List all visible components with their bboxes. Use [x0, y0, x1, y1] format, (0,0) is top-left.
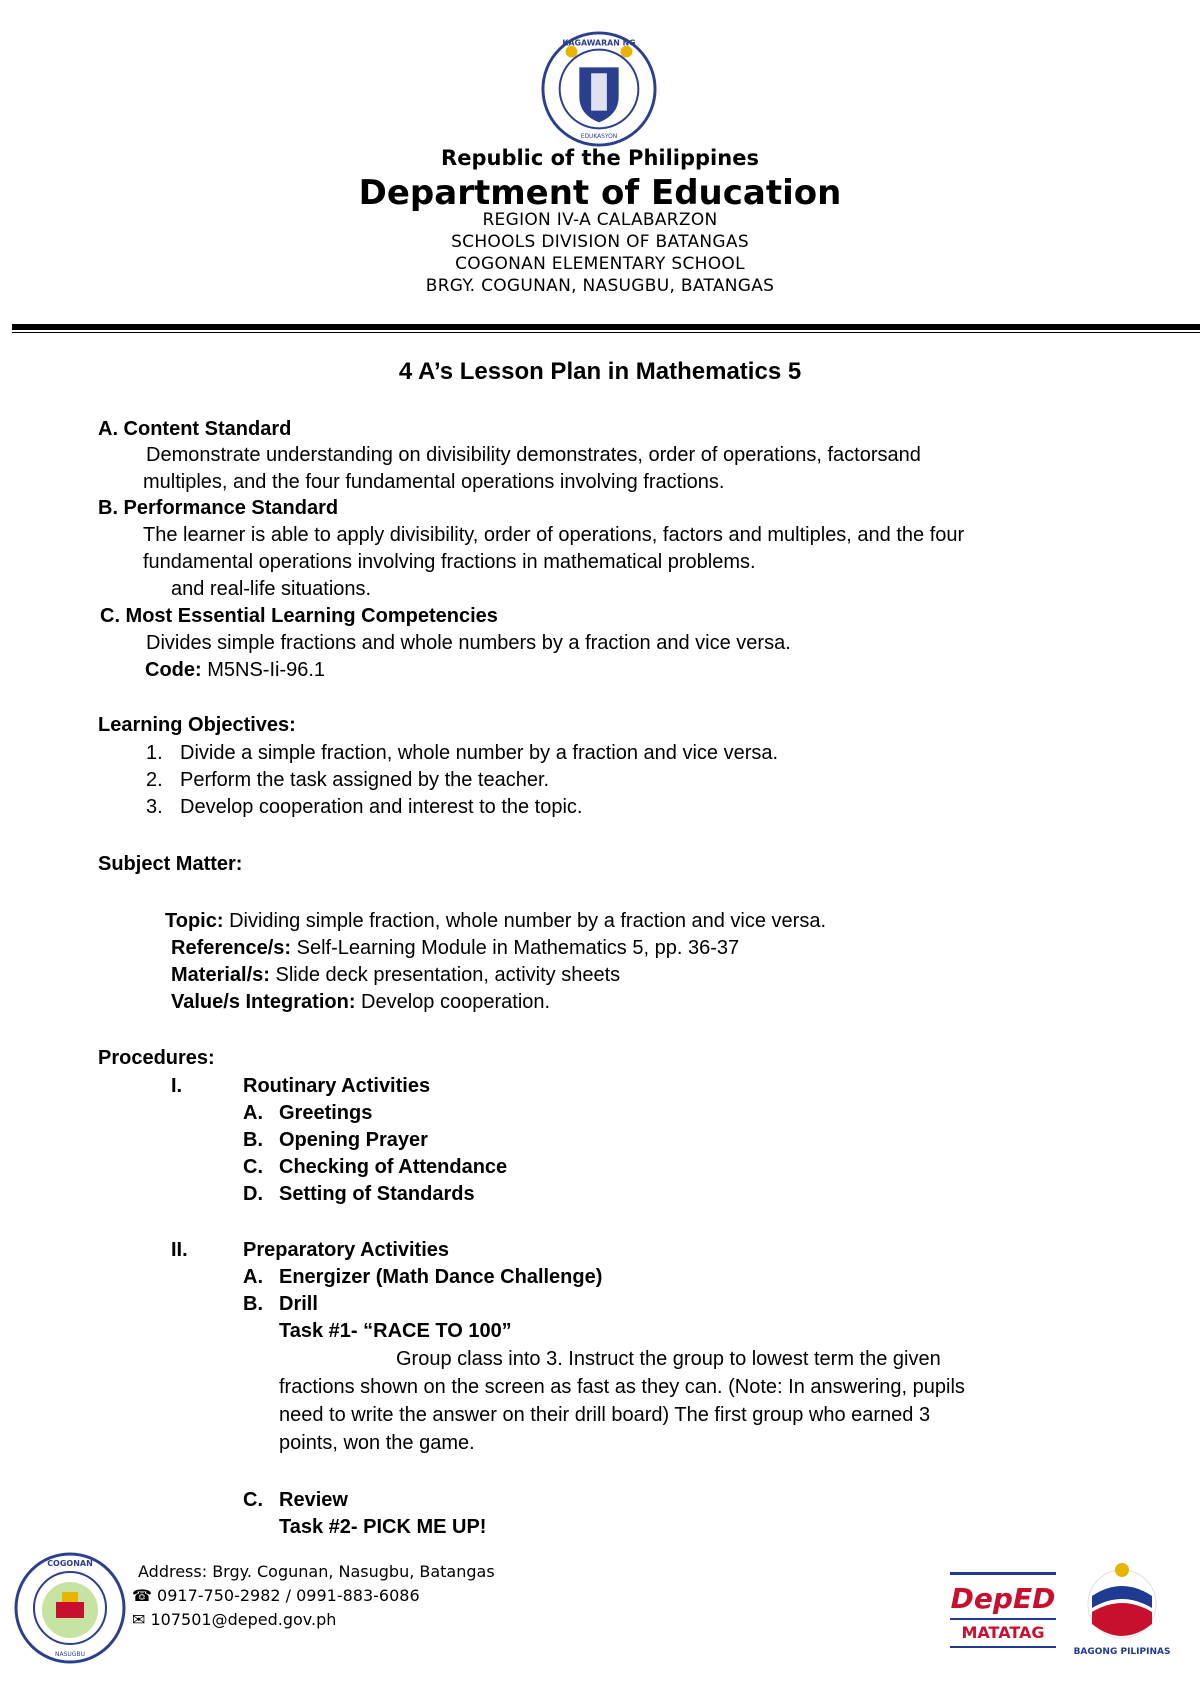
mail-icon: ✉ [132, 1610, 146, 1629]
item-text: Greetings [279, 1102, 373, 1124]
bagong-pilipinas-logo [1072, 1556, 1172, 1660]
task1-line1: Group class into 3. Instruct the group to lowest term the given [396, 1348, 941, 1370]
item-letter: A. [243, 1102, 263, 1124]
svg-text:DepED: DepED [950, 1582, 1056, 1615]
content-standard-line2: multiples, and the four fundamental operations involving fractions. [143, 471, 725, 493]
objective-item [146, 742, 778, 765]
routinary-title: Routinary Activities [243, 1075, 431, 1097]
objectives-heading: Learning Objectives: [98, 714, 296, 736]
svg-text:COGONAN: COGONAN [47, 1559, 93, 1568]
lesson-plan-title: 4 A’s Lesson Plan in Mathematics 5 [398, 358, 802, 385]
preparatory-heading [171, 1239, 449, 1262]
footer-email [132, 1610, 336, 1629]
content-standard-line1: Demonstrate understanding on divisibility demonstrates, order of operations, factorsand [146, 444, 921, 466]
address-line: BRGY. COGUNAN, NASUGBU, BATANGAS [425, 276, 775, 296]
objective-item [146, 769, 549, 792]
task1-line3: need to write the answer on their drill board) The first group who earned 3 [279, 1404, 931, 1426]
item-text: Energizer (Math Dance Challenge) [279, 1266, 603, 1288]
phone-icon: ☎ [132, 1586, 152, 1605]
footer-address: Address: Brgy. Cogunan, Nasugbu, Batangas [138, 1562, 495, 1581]
reference-value: Self-Learning Module in Mathematics 5, pp. 36-37 [296, 937, 740, 959]
code-label: Code: [145, 659, 202, 681]
content-standard-heading: A. Content Standard [98, 418, 292, 440]
routinary-item [243, 1183, 475, 1206]
task1-line4: points, won the game. [279, 1432, 475, 1454]
item-letter: C. [243, 1489, 263, 1511]
roman-numeral: I. [171, 1075, 183, 1097]
svg-text:KAGAWARAN NG: KAGAWARAN NG [562, 38, 636, 48]
routinary-item [243, 1129, 428, 1152]
item-text: Opening Prayer [279, 1129, 428, 1151]
routinary-item [243, 1102, 372, 1125]
school-line: COGONAN ELEMENTARY SCHOOL [455, 254, 745, 274]
republic-heading: Republic of the Philippines [441, 146, 759, 170]
svg-text:BAGONG PILIPINAS: BAGONG PILIPINAS [1073, 1647, 1171, 1657]
topic-label: Topic: [165, 910, 224, 932]
task2-heading: Task #2- PICK ME UP! [279, 1516, 487, 1538]
svg-text:EDUKASYON: EDUKASYON [580, 134, 618, 141]
item-text: Setting of Standards [279, 1183, 475, 1205]
svg-text:NASUGBU: NASUGBU [55, 1651, 85, 1658]
values-value: Develop cooperation. [361, 991, 551, 1013]
item-text: Drill [279, 1293, 318, 1315]
values-line [171, 991, 550, 1014]
school-logo [14, 1552, 126, 1664]
item-letter: B. [243, 1293, 263, 1315]
item-letter: B. [243, 1129, 263, 1151]
division-line: SCHOOLS DIVISION OF BATANGAS [451, 232, 749, 252]
footer-phone [132, 1586, 420, 1605]
objective-item [146, 796, 582, 819]
region-line: REGION IV-A CALABARZON [482, 210, 718, 230]
task1-heading: Task #1- “RACE TO 100” [279, 1320, 512, 1342]
materials-value: Slide deck presentation, activity sheets [275, 964, 621, 986]
code-value: M5NS-Ii-96.1 [207, 659, 326, 681]
drill-item [243, 1293, 318, 1316]
department-heading: Department of Education [358, 173, 842, 213]
deped-seal-logo [540, 30, 658, 148]
phone-numbers: 0917-750-2982 / 0991-883-6086 [157, 1586, 420, 1605]
reference-line [171, 937, 739, 960]
deped-matatag-logo [950, 1572, 1056, 1656]
reference-label: Reference/s: [171, 937, 292, 959]
objective-number: 3. [146, 796, 163, 818]
objective-text: Perform the task assigned by the teacher. [180, 769, 550, 791]
performance-standard-line3: and real-life situations. [171, 578, 372, 600]
item-letter: A. [243, 1266, 263, 1288]
header-divider-thin [12, 332, 1200, 333]
topic-line [165, 910, 826, 933]
item-text: Review [279, 1489, 348, 1511]
review-item [243, 1489, 348, 1512]
item-text: Checking of Attendance [279, 1156, 508, 1178]
task1-line2: fractions shown on the screen as fast as they can. (Note: In answering, pupils [279, 1376, 965, 1398]
preparatory-title: Preparatory Activities [243, 1239, 450, 1261]
subject-matter-heading: Subject Matter: [98, 853, 243, 875]
materials-label: Material/s: [171, 964, 270, 986]
header-divider-thick [12, 324, 1200, 330]
competency-code [145, 659, 325, 682]
performance-standard-line2: fundamental operations involving fractions in mathematical problems. [143, 551, 756, 573]
competencies-heading: C. Most Essential Learning Competencies [100, 605, 498, 627]
routinary-heading [171, 1075, 430, 1098]
roman-numeral: II. [171, 1239, 188, 1261]
objective-number: 1. [146, 742, 163, 764]
item-letter: C. [243, 1156, 263, 1178]
objective-text: Develop cooperation and interest to the topic. [180, 796, 583, 818]
email-address: 107501@deped.gov.ph [150, 1610, 337, 1629]
item-letter: D. [243, 1183, 263, 1205]
objective-number: 2. [146, 769, 163, 791]
procedures-heading: Procedures: [98, 1047, 215, 1069]
performance-standard-line1: The learner is able to apply divisibility, order of operations, factors and multiples, and the four [143, 524, 965, 546]
objective-text: Divide a simple fraction, whole number by a fraction and vice versa. [180, 742, 779, 764]
performance-standard-heading: B. Performance Standard [98, 497, 339, 519]
svg-text:MATATAG: MATATAG [961, 1623, 1045, 1642]
routinary-item [243, 1156, 507, 1179]
topic-value: Dividing simple fraction, whole number by a fraction and vice versa. [229, 910, 827, 932]
materials-line [171, 964, 620, 987]
values-label: Value/s Integration: [171, 991, 356, 1013]
competency-line: Divides simple fractions and whole numbers by a fraction and vice versa. [146, 632, 791, 654]
energizer-item [243, 1266, 602, 1289]
